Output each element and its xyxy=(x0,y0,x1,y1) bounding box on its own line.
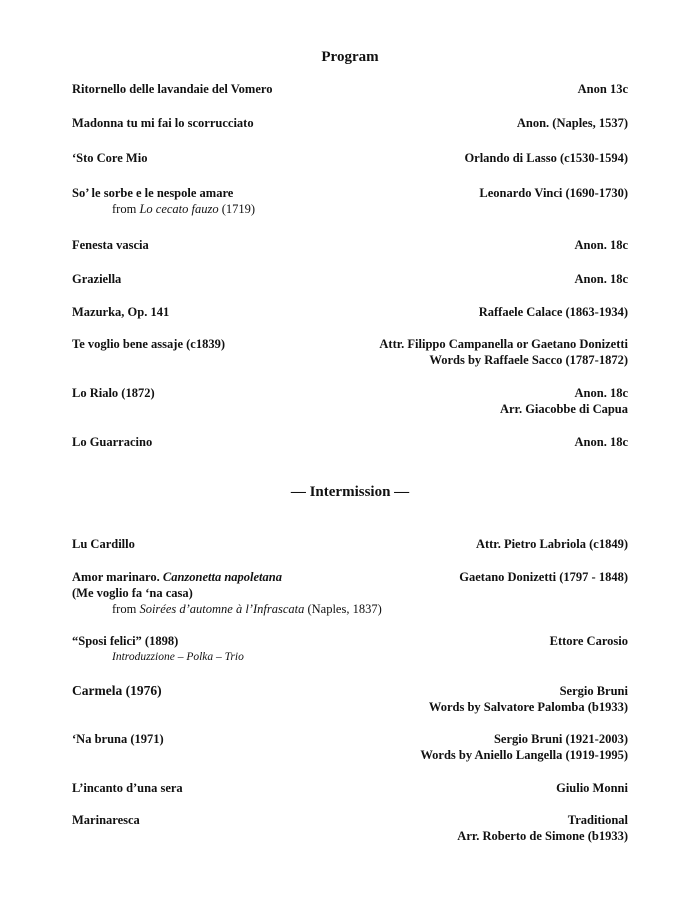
piece-title: “Sposi felici” (1898) xyxy=(72,634,179,648)
composer-credit: Attr. Filippo Campanella or Gaetano Donizetti xyxy=(379,337,628,351)
composer-credit: Anon. (Naples, 1537) xyxy=(516,116,628,130)
composer-credit: Anon. 18c xyxy=(574,238,628,252)
composer-credit: Orlando di Lasso (c1530-1594) xyxy=(464,151,628,165)
piece-title: Marinaresca xyxy=(72,813,140,827)
piece-title: ‘Sto Core Mio xyxy=(72,151,148,165)
source-note: from Soirées d’automne à l’Infrascata (Naples, 1837) xyxy=(112,602,382,616)
piece-title: Lu Cardillo xyxy=(72,537,135,551)
lyricist-credit: Words by Raffaele Sacco (1787-1872) xyxy=(429,353,628,367)
composer-credit: Attr. Pietro Labriola (c1849) xyxy=(475,537,628,551)
piece-title: Ritornello delle lavandaie del Vomero xyxy=(72,82,273,96)
piece-title: Madonna tu mi fai lo scorrucciato xyxy=(72,116,254,130)
movement-list: Introduzzione – Polka – Trio xyxy=(112,651,244,663)
arranger-credit: Arr. Giacobbe di Capua xyxy=(499,402,628,416)
composer-credit: Raffaele Calace (1863-1934) xyxy=(478,305,628,319)
intermission-heading: — Intermission — xyxy=(290,484,410,500)
composer-credit: Anon. 18c xyxy=(574,435,628,449)
composer-credit: Ettore Carosio xyxy=(549,634,628,648)
composer-credit: Anon. 18c xyxy=(574,386,628,400)
composer-credit: Leonardo Vinci (1690-1730) xyxy=(479,186,628,200)
arranger-credit: Arr. Roberto de Simone (b1933) xyxy=(457,829,628,843)
piece-title: ‘Na bruna (1971) xyxy=(72,732,164,746)
composer-credit: Giulio Monni xyxy=(556,781,628,795)
composer-credit: Sergio Bruni (1921-2003) xyxy=(493,732,628,746)
composer-credit: Gaetano Donizetti (1797 - 1848) xyxy=(459,570,628,584)
composer-credit: Anon 13c xyxy=(577,82,628,96)
page-title: Program xyxy=(321,49,379,65)
piece-title: Te voglio bene assaje (c1839) xyxy=(72,337,225,351)
lyricist-credit: Words by Salvatore Palomba (b1933) xyxy=(428,700,628,714)
piece-title: Lo Rialo (1872) xyxy=(72,386,155,400)
composer-credit: Traditional xyxy=(567,813,628,827)
piece-title: So’ le sorbe e le nespole amare xyxy=(72,186,234,200)
piece-title: Carmela (1976) xyxy=(72,683,162,698)
piece-title: Lo Guarracino xyxy=(72,435,153,449)
piece-title: Mazurka, Op. 141 xyxy=(72,305,170,319)
piece-title: Graziella xyxy=(72,272,122,286)
piece-title: L’incanto d’una sera xyxy=(72,781,183,795)
lyricist-credit: Words by Aniello Langella (1919-1995) xyxy=(420,748,628,762)
piece-title: Fenesta vascia xyxy=(72,238,149,252)
composer-credit: Sergio Bruni xyxy=(559,684,628,698)
piece-title: Amor marinaro. Canzonetta napoletana xyxy=(72,570,282,584)
piece-subtitle: (Me voglio fa ‘na casa) xyxy=(72,586,193,600)
source-note: from Lo cecato fauzo (1719) xyxy=(112,202,256,216)
composer-credit: Anon. 18c xyxy=(574,272,628,286)
